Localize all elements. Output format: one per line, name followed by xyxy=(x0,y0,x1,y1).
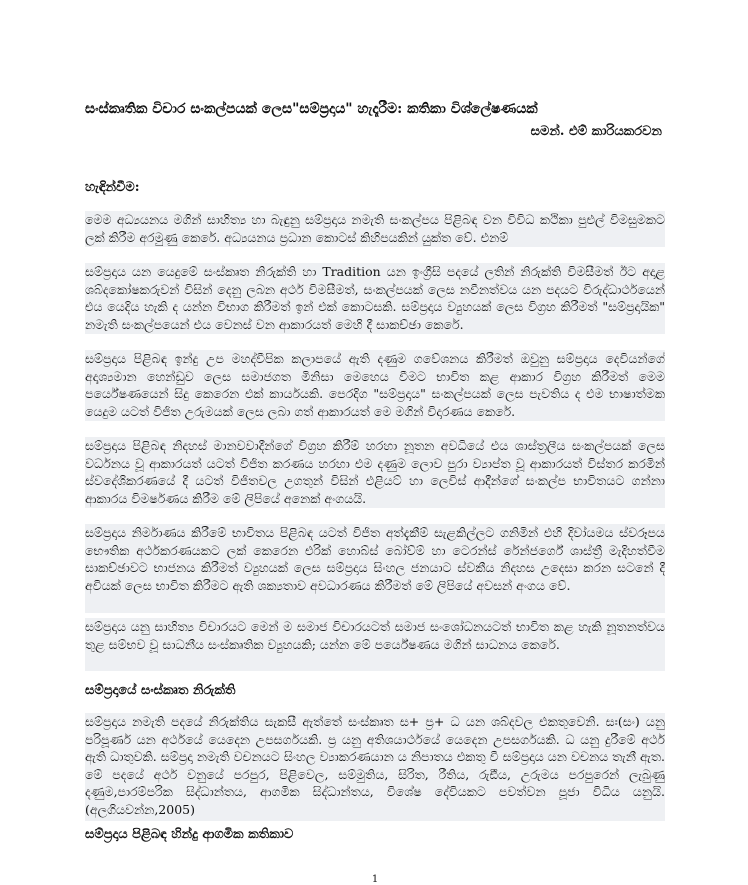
intro-paragraph-5: සම්ප්‍රදාය නිර්මාණය කිරීමේ භාවිතය පිළිබඳ යටත් විජිත අත්දැකීම් සැළකිල්ලට ගනිමින් එහි දිවා්‍යමය ස්වරූපය භෞතික අර්ථකරණයකට ලක් කෙරෙන එරික් හොබ්ස් බෝව්ම් හා ටෙරන්ස් රේන්ජර්ගේ ශාස්ත්‍රී මැදිහත්වීම සාකච්ඡාවට භාජනය කිරීමත් ව්‍යුහයක් ලෙස සම්ප්‍රදාය සිංහල ජනයාට ස්වකීය නිදහස උදෙසා කරන සටනේ දී අවියක් ලෙස භාවිත කිරීමට ඇති ශක්‍යතාව අවධාරණය කිරීමත් මේ ලිපියේ අවසන් අංගය වේ. xyxy=(85,524,665,613)
intro-heading: හැඳින්වීම: xyxy=(85,180,140,195)
etymology-paragraph: සම්ප්‍රදාය නමැති පදයේ නිරුක්තිය සැකසී ඇත්තේ සංස්කෘත ස+ ප්‍ර+ ධ යන ශබ්දවල එකතුවෙනි. සඃ(සං) යනු පරිපූර්ණ යන අර්ථයේ යෙදෙන උපසර්ගයකි. ප්‍ර යනු අතිශයාර්ථයේ යෙදෙන උපසර්ගයකි. ධ යනු දුරීමේ අර්ථ ඇති ධාතුවකි. සම්ප්‍රදා නමැති වචනයට සිංහල ව්‍යාකරණයාන ය නිපාතය එකතු වී සම්ප්‍රදාය යන වචනය තැනී ඇත. මේ පදයේ අර්ථ වනුයේ පරපුර, පිළිවෙල, සම්මුතිය, සිරිත, රීතිය, රුඪිය, උරුමය පරපුරෙන් ලැබුණු දණුම,පාරම්පරික සිද්ධාන්තය, ආගමික සිද්ධාන්තය, විශේෂ දේවියකට පවත්වන පූජා විධිය යනුයි.(අලගියවන්න,2005) xyxy=(85,713,665,821)
intro-paragraph-1: මෙම අධ්‍යයනය මගින් සාහිත්‍ය හා බැඳුනු සම්ප්‍රදාය නමැති සංකල්පය පිළිබඳ වන විවිධ කථිකා පුළුල් විමසුමකට ලක් කිරීම අරමුණු කෙරේ. අධ්‍යයනය ප්‍රධාන කොටස් කිහිපයකින් යුක්ත වේ. එනම් xyxy=(85,211,665,247)
etymology-heading: සම්ප්‍රදායේ සංස්කෘත නිරුක්ති xyxy=(85,683,236,698)
document-title: සංස්කෘතික විචාර සංකල්පයක් ලෙස"සම්ප්‍රදාය" හැදෑරීම: කතිකා විශ්ලේෂණයක් xyxy=(85,101,538,117)
hindu-discourse-heading: සම්ප්‍රදාය පිළිබඳ හින්දු ආගමික කතිකාව xyxy=(85,827,294,842)
intro-paragraph-2: සම්ප්‍රදාය යන යෙදුමේ සංස්කෘත නිරුක්ති හා Tradition යන ඉංග්‍රීසි පදයේ ලතින් නිරුක්ති විමසීමත් ඊට අදාළ ශබ්දකෝෂකරුවන් විසින් දෙනු ලබන අර්ථ විමසීමත්, සංකල්පයක් ලෙස නවීනත්වය යන පදයට විරුද්ධාර්ථයෙන් එය යෙදිය හැකි ද යන්න විභාග කිරීමත් ඉන් එක් කොටසකි. සම්ප්‍රදාය ව්‍යුහයක් ලෙස විග්‍රහ කිරීමත් "සම්ප්‍රදායික" නමැති සංකල්පයෙන් එය වෙනස් වන ආකාරයත් මෙහි දී සාකච්ඡා කෙරේ. xyxy=(85,263,665,334)
intro-paragraph-4: සම්ප්‍රදාය පිළිබඳ නිදහස් මානවවාදීන්ගේ විග්‍රහ කිරීම් හරහා නූතන අවධියේ එය ශාස්ත්‍රලීය සංකල්පයක් ලෙස වර්ධනය වූ ආකාරයත් යටත් විජිත කරණය හරහා එම දණුම ලොව පුරා ව්‍යාප්ත වූ ආකාරයත් විස්තර කරමින් ස්වදේශිකරණයේ දී යටත් විජිතවල උගතුන් විසින් එළියට් හා ලෙවිස් ආදීන්ගේ සංකල්ප භාවිතයට ගන්නා ආකාරය විමර්ෂණය කිරීම මේ ලිපියේ අනෙක් අංගයයි. xyxy=(85,437,665,508)
intro-paragraph-3: සම්ප්‍රදාය පිළිබඳ ඉන්දු උප මහද්වීපික කලාපයේ ඇති දණුම ගවේශනය කිරීමත් ඔවුනු සම්ප්‍රදාය දෙවියන්ගේ අදෘශ්‍යමාන හෙන්ඩුව ලෙස සමාජගත මිනිසා මෙහෙය වීමට භාවිත කළ ආකාර විග්‍රහ කිරීමත් මෙම පර්යේෂණයෙන් සිදු කෙරෙන එක් කාර්යයකි. පෙරදිග "සම්ප්‍රදාය" සංකල්පයක් ලෙස පැවතිය ද එම භාෂාත්මක යෙදුම යටත් විජිත උරුමයක් ලෙස ලබා ගත් ආකාරයත් මෙ මගින් විදාරණය කෙරේ. xyxy=(85,350,665,421)
author-name: සමන්. එම් කාරියකරවන xyxy=(530,124,662,139)
intro-paragraph-6: සම්ප්‍රදාය යනු සාහිත්‍ය විචාරයට මෙන් ම සමාජ විචාරයටත් සමාජ සංශෝධනයටත් භාවිත කළ හැකි නූතනත්වය තුළ සම්භව වූ සාධනීය සංස්කෘතික ව්‍යුහයකි; යන්න මේ පර්යේෂණය මගින් සාධනය කෙරේ. xyxy=(85,618,665,671)
page-number: 1 xyxy=(371,874,379,885)
